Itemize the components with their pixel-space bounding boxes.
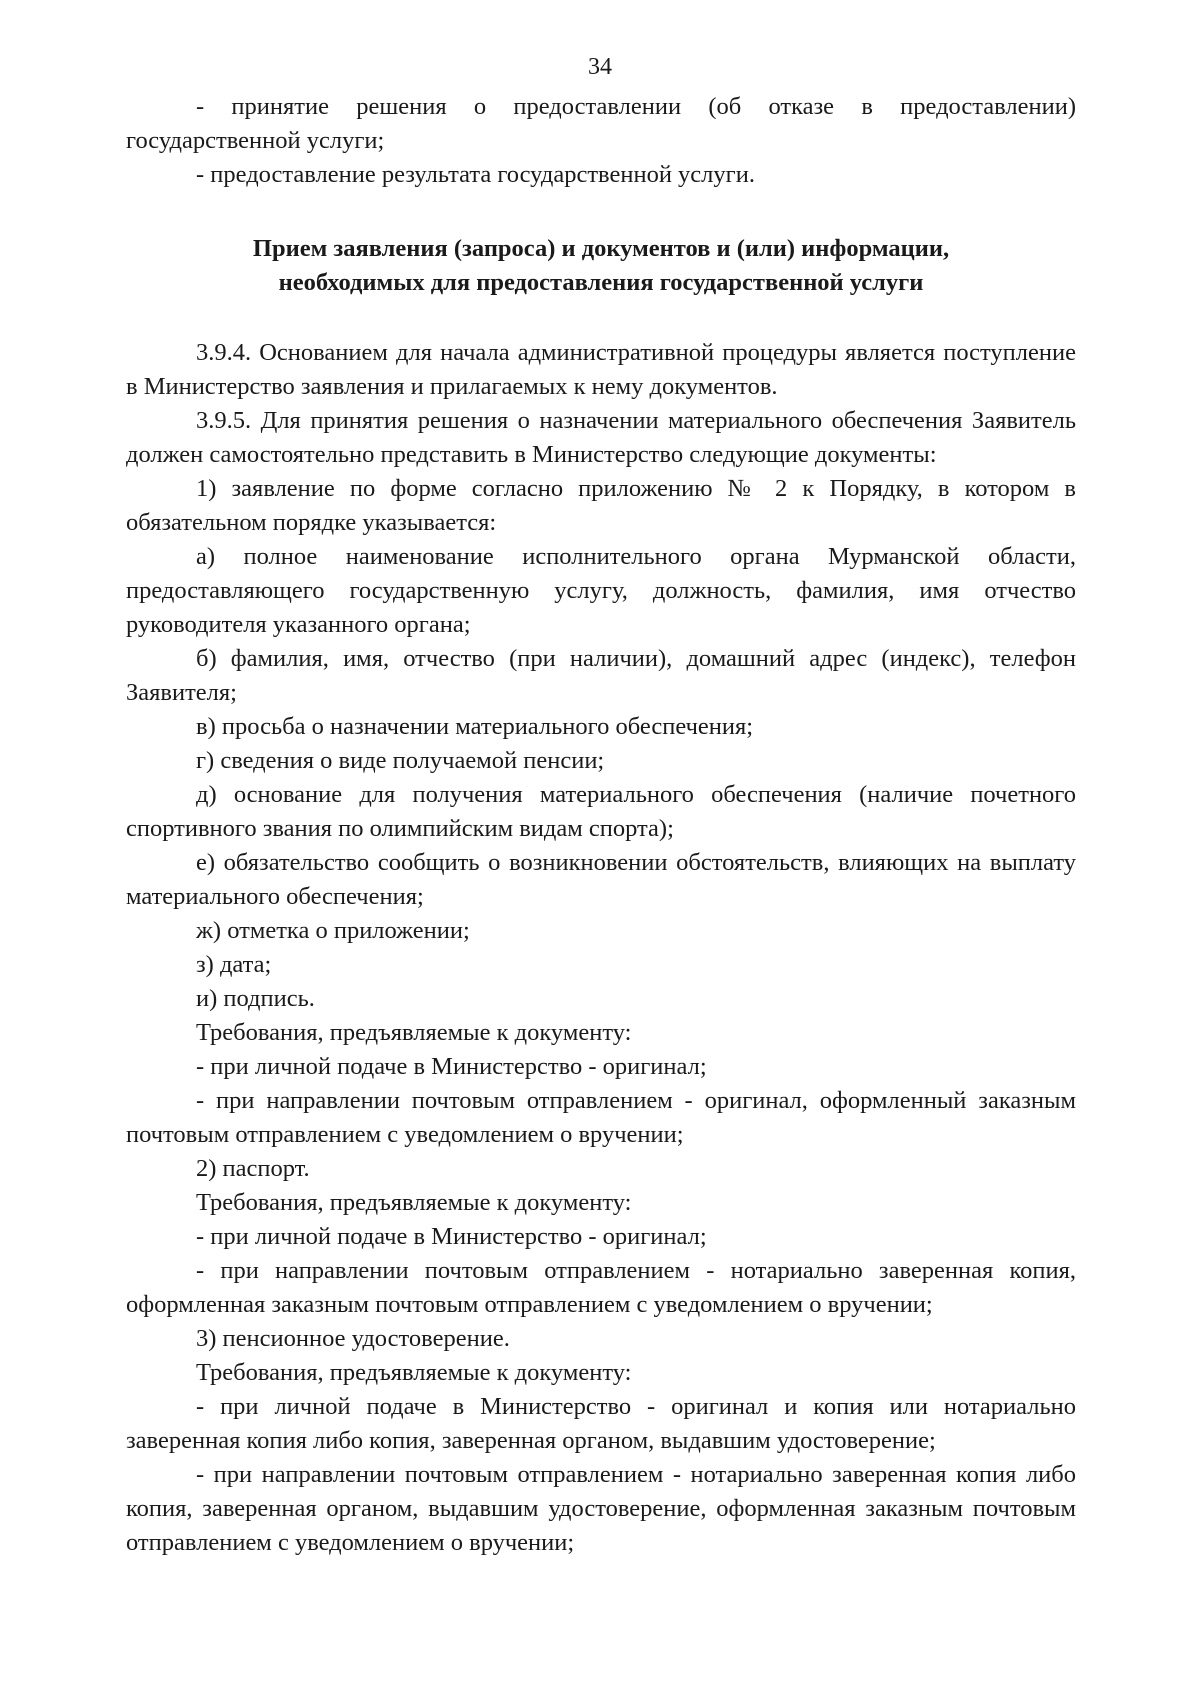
list-subitem-e: е) обязательство сообщить о возникновении обстоятельств, влияющих на выплату материального обеспечения; [126, 849, 1076, 910]
list-subitem-b: б) фамилия, имя, отчество (при наличии), домашний адрес (индекс), телефон Заявителя; [126, 645, 1076, 706]
section-heading-line-2: необходимых для предоставления государственной услуги [278, 269, 924, 296]
intro-paragraph-1: - принятие решения о предоставлении (об отказе в предоставлении) государственной услуги; [126, 93, 1076, 154]
list-subitem-i: и) подпись. [196, 985, 315, 1012]
paragraph-3-9-5: 3.9.5. Для принятия решения о назначении материального обеспечения Заявитель должен самостоятельно представить в Министерство следующие документы: [126, 407, 1076, 468]
requirements-heading-3: Требования, предъявляемые к документу: [196, 1359, 632, 1386]
requirement-personal-3: - при личной подаче в Министерство - оригинал и копия или нотариально заверенная копия либо копия, заверенная органом, выдавшим удостоверение; [126, 1393, 1076, 1454]
requirement-postal-3: - при направлении почтовым отправлением - нотариально заверенная копия либо копия, заверенная органом, выдавшим удостоверение, оформленная заказным почтовым отправлением с уведомлением о вручении; [126, 1461, 1076, 1556]
list-subitem-g: г) сведения о виде получаемой пенсии; [196, 747, 605, 774]
list-item-3-pension-certificate: 3) пенсионное удостоверение. [196, 1325, 510, 1352]
requirement-personal-1: - при личной подаче в Министерство - оригинал; [196, 1053, 707, 1080]
list-subitem-zh: ж) отметка о приложении; [196, 917, 470, 944]
list-subitem-d: д) основание для получения материального обеспечения (наличие почетного спортивного звания по олимпийским видам спорта); [126, 781, 1076, 842]
section-heading [126, 232, 1076, 300]
list-subitem-a: а) полное наименование исполнительного органа Мурманской области, предоставляющего государственную услугу, должность, фамилия, имя отчество руководителя указанного органа; [126, 543, 1076, 638]
requirement-postal-1: - при направлении почтовым отправлением - оригинал, оформленный заказным почтовым отправлением с уведомлением о вручении; [126, 1087, 1076, 1148]
page-number: 34 [588, 54, 612, 80]
requirement-personal-2: - при личной подаче в Министерство - оригинал; [196, 1223, 707, 1250]
list-subitem-z: з) дата; [196, 951, 272, 978]
requirements-heading-2: Требования, предъявляемые к документу: [196, 1189, 632, 1216]
requirements-heading-1: Требования, предъявляемые к документу: [196, 1019, 632, 1046]
list-subitem-v: в) просьба о назначении материального обеспечения; [196, 713, 754, 740]
requirement-postal-2: - при направлении почтовым отправлением - нотариально заверенная копия, оформленная заказным почтовым отправлением с уведомлением о вручении; [126, 1257, 1076, 1318]
intro-paragraph-2: - предоставление результата государственной услуги. [196, 161, 755, 188]
section-heading-line-1: Прием заявления (запроса) и документов и (или) информации, [252, 235, 950, 262]
document-body [126, 90, 1076, 1560]
list-item-2-passport: 2) паспорт. [196, 1155, 310, 1182]
paragraph-3-9-4: 3.9.4. Основанием для начала административной процедуры является поступление в Министерство заявления и прилагаемых к нему документов. [126, 339, 1076, 400]
list-item-1-application: 1) заявление по форме согласно приложению № 2 к Порядку, в котором в обязательном порядке указывается: [126, 475, 1076, 536]
